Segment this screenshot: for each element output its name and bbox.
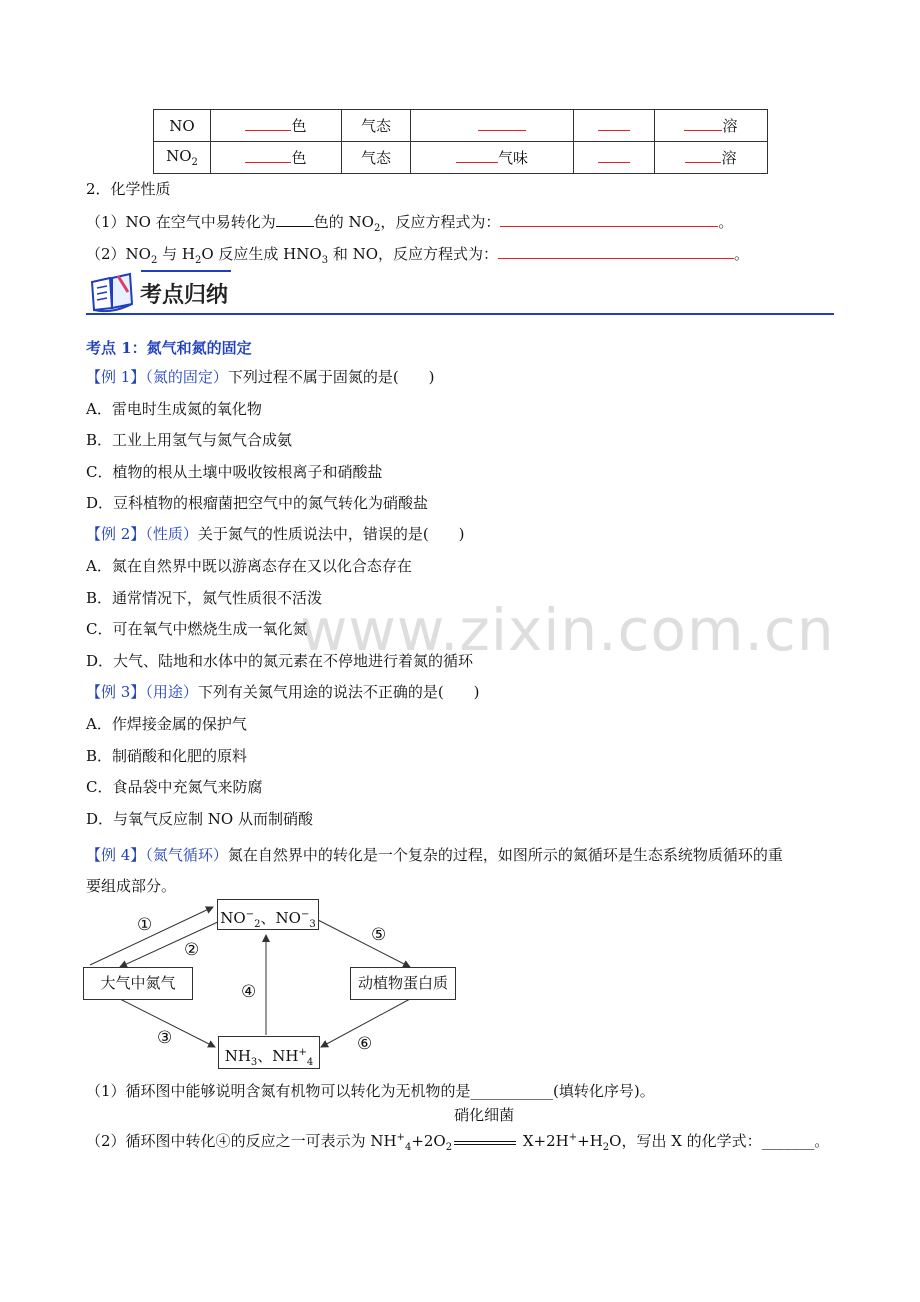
watermark: www.zixin.com.cn	[300, 596, 835, 664]
ammonia-box: $NH_3$、$NH^+_4$	[218, 1036, 320, 1069]
answer-blank	[598, 148, 630, 163]
table-cell: 气态	[342, 142, 411, 174]
book-icon	[88, 270, 136, 314]
option-item: C．食品袋中充氮气来防腐	[86, 778, 263, 796]
question-line: （1）NO 在空气中易转化为 色的 $NO_2$，反应方程式为： 。	[86, 213, 734, 234]
answer-blank	[456, 148, 498, 163]
option-item: D．与氧气反应制 NO 从而制硝酸	[86, 810, 313, 828]
kaodian-title: 考点 1：氮气和氮的固定	[86, 339, 252, 357]
table-cell: 色	[211, 110, 342, 142]
banner-rule	[86, 313, 834, 315]
banner-accent	[141, 270, 231, 272]
section-heading: 2．化学性质	[86, 180, 171, 198]
protein-box: 动植物蛋白质	[350, 967, 456, 1000]
answer-blank	[498, 244, 734, 259]
answer-blank	[685, 148, 721, 163]
table-cell: 溶	[655, 110, 768, 142]
option-item: C．植物的根从土壤中吸收铵根离子和硝酸盐	[86, 463, 383, 481]
label-3: ③	[157, 1028, 173, 1048]
table-cell: 溶	[655, 142, 768, 174]
example-stem: 【例 3】（用途）下列有关氮气用途的说法不正确的是( )	[86, 683, 480, 701]
banner-title: 考点归纳	[140, 283, 229, 308]
properties-table	[153, 109, 768, 174]
label-2: ②	[184, 940, 200, 960]
example-stem: 【例 1】（氮的固定）下列过程不属于固氮的是( )	[86, 368, 435, 386]
nox-box: $NO^-_2$、$NO^-_3$	[217, 899, 319, 930]
air-nitrogen-box: 大气中氮气	[83, 967, 193, 1000]
question-line: （2）循环图中转化④的反应之一可表示为 $NH^+_4+2O_2$ 硝化细菌 $X+2H^++H_2O$，写出 X 的化学式：_______。	[86, 1106, 830, 1153]
option-item: A．作焊接金属的保护气	[86, 715, 247, 733]
answer-blank	[598, 116, 630, 131]
option-item: D．大气、陆地和水体中的氮元素在不停地进行着氮的循环	[86, 652, 474, 670]
option-item: B．制硝酸和化肥的原料	[86, 747, 248, 765]
example-stem-cont: 要组成部分。	[86, 877, 177, 895]
answer-blank	[276, 212, 314, 227]
table-cell: 气味	[411, 142, 574, 174]
question-line: $(2)NO_2$ 与 $H_2O$ 反应生成 $HNO_3$ 和 NO，反应方程式为： 。	[86, 245, 750, 266]
section-banner	[86, 268, 834, 318]
label-4: ④	[241, 982, 257, 1002]
table-cell: $NO_2$	[154, 142, 211, 174]
reaction-condition: 硝化细菌	[454, 1106, 515, 1124]
table-cell	[411, 110, 574, 142]
reaction-arrow	[452, 1106, 518, 1146]
option-item: B．工业上用氢气与氮气合成氨	[86, 431, 293, 449]
table-cell: 色	[211, 142, 342, 174]
answer-blank	[684, 116, 722, 131]
arrow-5	[318, 920, 410, 967]
answer-blank	[500, 212, 718, 227]
table-cell	[574, 110, 655, 142]
answer-blank	[478, 116, 526, 131]
option-item: A．氮在自然界中既以游离态存在又以化合态存在	[86, 557, 412, 575]
label-5: ⑤	[371, 925, 387, 945]
option-item: D．豆科植物的根瘤菌把空气中的氮气转化为硝酸盐	[86, 494, 429, 512]
table-row	[154, 110, 768, 142]
example-stem: 【例 2】（性质）关于氮气的性质说法中，错误的是( )	[86, 525, 465, 543]
example-stem: 【例 4】（氮气循环）氮在自然界中的转化是一个复杂的过程，如图所示的氮循环是生态系统物质循环的重	[86, 846, 783, 864]
table-row	[154, 142, 768, 174]
answer-blank	[245, 148, 291, 163]
option-item: A．雷电时生成氮的氧化物	[86, 400, 262, 418]
label-6: ⑥	[357, 1034, 373, 1054]
table-cell: NO	[154, 110, 211, 142]
label-1: ①	[137, 915, 153, 935]
table-cell: 气态	[342, 110, 411, 142]
answer-blank	[245, 116, 291, 131]
table-cell	[574, 142, 655, 174]
option-item: B．通常情况下，氮气性质很不活泼	[86, 589, 323, 607]
option-item: C．可在氧气中燃烧生成一氧化氮	[86, 620, 308, 638]
question-line: （1）循环图中能够说明含氮有机物可以转化为无机物的是___________(填转化序号)。	[86, 1082, 655, 1100]
